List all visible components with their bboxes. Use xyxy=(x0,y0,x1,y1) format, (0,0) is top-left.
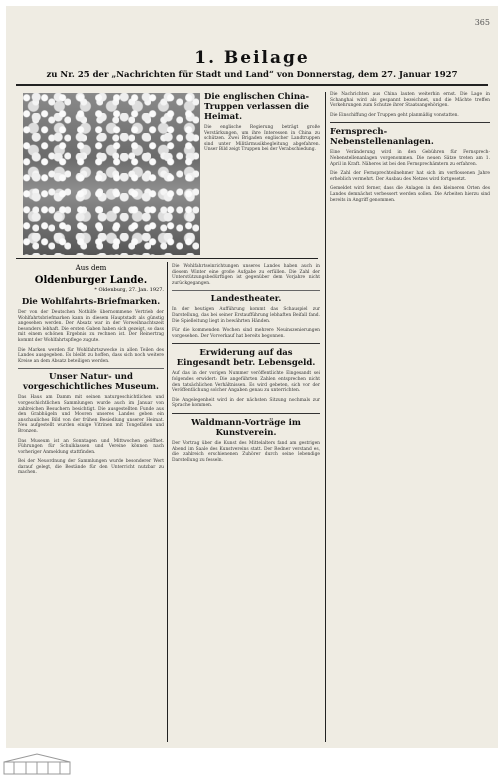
header-rule xyxy=(16,84,488,86)
column-1 xyxy=(18,264,164,480)
supplement-subtitle: zu Nr. 25 der „Nachrichten für Stadt und Land“ von Donnerstag, dem 27. Januar 1927 xyxy=(46,70,458,80)
article-paragraph: Die englische Regierung beträgt große Verstärkungen, um ihre Interessen in China zu schützen. Zwei Brigaden englischer Landtruppen sind unter Militärmusikbegleitung abgefahren. Unser Bild zeigt Truppen bei der Verabschiedung. xyxy=(204,125,320,153)
section-heading: Oldenburger Lande. xyxy=(34,275,148,286)
article-heading-waldmann: Waldmann-Vorträge im Kunstverein. xyxy=(191,417,301,438)
dateline: * Oldenburg, 27. Jan. 1927. xyxy=(94,287,164,293)
column-divider-right xyxy=(325,92,326,742)
column-3 xyxy=(330,92,490,207)
article-paragraph: Auf das in der vorigen Nummer veröffentlichte Eingesandt sei folgendes erwidert: Die angeführten Zahlen entsprechen nicht den tatsächlichen Verhältnissen. Es wird gebeten, sich vor der Veröffentlichung solcher Angaben genau zu unterrichten. xyxy=(172,371,320,394)
article-paragraph: Gemeldet wird ferner, dass die Anlagen in den kleineren Orten des Landes demnächst verbessert werden sollen. Die Arbeiten hierzu sind bereits in Angriff genommen. xyxy=(330,186,490,203)
article-paragraph: Der Vortrag über die Kunst des Mittelalters fand am gestrigen Abend im Saale des Kunstvereins statt. Der Redner verstand es, die zahlreich erschienenen Zuhörer durch seine lebendige Darstellung zu fesseln. xyxy=(172,440,320,463)
article-divider xyxy=(172,413,320,414)
article-paragraph: Die Wohlfahrtseinrichtungen unseres Landes haben auch in diesem Winter eine große Aufgabe zu erfüllen. Die Zahl der Unterstützungsbedürftigen ist gegenüber dem Vorjahre nicht zurückgegangen. xyxy=(172,264,320,286)
photo-troops-farewell xyxy=(23,93,200,255)
article-paragraph: Der von der Deutschen Nothilfe übernommene Vertrieb der Wohlfahrtsbriefmarken kann in diesem Hauptstadt als günstig angesehen werden. Der Absatz war in der Vorweihnachtszeit besonders lebhaft. Die ersten Gaben haben sich gezeigt, so dass mit einem schönen Ergebnis zu rechnen ist. Der Reinertrag kommt der Wohlfahrtspflege zugute. xyxy=(18,310,164,343)
article-paragraph: In der heutigen Aufführung kommt das Schauspiel zur Darstellung, das bei seiner Erstaufführung lebhaften Beifall fand. Die Spielleitung liegt in bewährten Händen. xyxy=(172,307,320,324)
article-divider xyxy=(330,122,490,123)
article-heading-wohlfahrt: Die Wohlfahrts-Briefmarken. xyxy=(21,297,161,307)
newspaper-page xyxy=(6,6,498,748)
footer-strip xyxy=(0,748,504,779)
column-divider-left xyxy=(167,262,168,742)
section-intro: Aus dem xyxy=(75,264,107,272)
column-photo-side xyxy=(204,92,320,157)
article-paragraph: Eine Veränderung wird in den Gebühren für Fernsprech-Nebenstellenanlagen vorgenommen. Die neuen Sätze treten am 1. April in Kraft. Näheres ist bei den Fernsprechämtern zu erfahren. xyxy=(330,150,490,167)
photo-bottom-rule xyxy=(16,258,318,259)
article-paragraph: Die Nachrichten aus China lauten weiterhin ernst. Die Lage in Schanghai wird als gespannt bezeichnet, und die Mächte treffen Vorkehrungen zum Schutze ihrer Staatsangehörigen. xyxy=(330,92,490,109)
article-paragraph: Die Zahl der Fernsprechteilnehmer hat sich im verflossenen Jahre erheblich vermehrt. Der Ausbau des Netzes wird fortgesetzt. xyxy=(330,171,490,182)
article-paragraph: Die Marken werden für Wohlfahrtszwecke in allen Teilen des Landes ausgegeben. Es bleibt zu hoffen, dass sich noch weitere Kreise an dem Absatz beteiligen werden. xyxy=(18,347,164,364)
article-divider xyxy=(18,368,164,369)
article-paragraph: Die Einschiffung der Truppen geht planmäßig vonstatten. xyxy=(330,112,459,118)
article-paragraph: Das Museum ist an Sonntagen und Mittwochen geöffnet. Führungen für Schulklassen und Vereine können nach vorheriger Anmeldung stattfinden. xyxy=(18,438,164,455)
article-heading-china-troops: Die englischen China-Truppen verlassen die Heimat. xyxy=(204,92,310,122)
article-paragraph: Die Angelegenheit wird in der nächsten Sitzung nochmals zur Sprache kommen. xyxy=(172,397,320,409)
article-divider xyxy=(172,290,320,291)
article-heading-theater: Landestheater. xyxy=(210,294,282,305)
column-2 xyxy=(172,264,320,467)
article-heading-fernsprech: Fernsprech-Nebenstellenanlagen. xyxy=(330,127,434,148)
article-paragraph: Bei der Neuordnung der Sammlungen wurde besonderer Wert darauf gelegt, die Bestände für den Unterricht nutzbar zu machen. xyxy=(18,459,164,476)
article-divider xyxy=(172,343,320,344)
page-number: 365 xyxy=(474,18,490,27)
supplement-title: 1. Beilage xyxy=(194,48,310,68)
article-paragraph: Für die kommenden Wochen sind mehrere Neuinszenierungen vorgesehen. Der Vorverkauf hat bereits begonnen. xyxy=(172,328,320,339)
article-heading-museum: Unser Natur- und vorgeschichtliches Museum. xyxy=(23,372,159,393)
article-heading-erwiderung: Erwiderung auf das Eingesandt betr. Lebensgeld. xyxy=(176,348,316,369)
article-paragraph: Das Haus am Damm mit seinen naturgeschichtlichen und vorgeschichtlichen Sammlungen wurde auch im Januar von zahlreichen Besuchern besichtigt. Die ausgestellten Funde aus den Grabhügeln und Mooren unseres Landes geben ein anschauliches Bild von der frühen Besiedlung unserer Heimat. Neu aufgestellt wurden einige Vitrinen mit Tongefäßen und Bronzen. xyxy=(18,395,164,434)
library-logo-icon xyxy=(2,752,72,780)
